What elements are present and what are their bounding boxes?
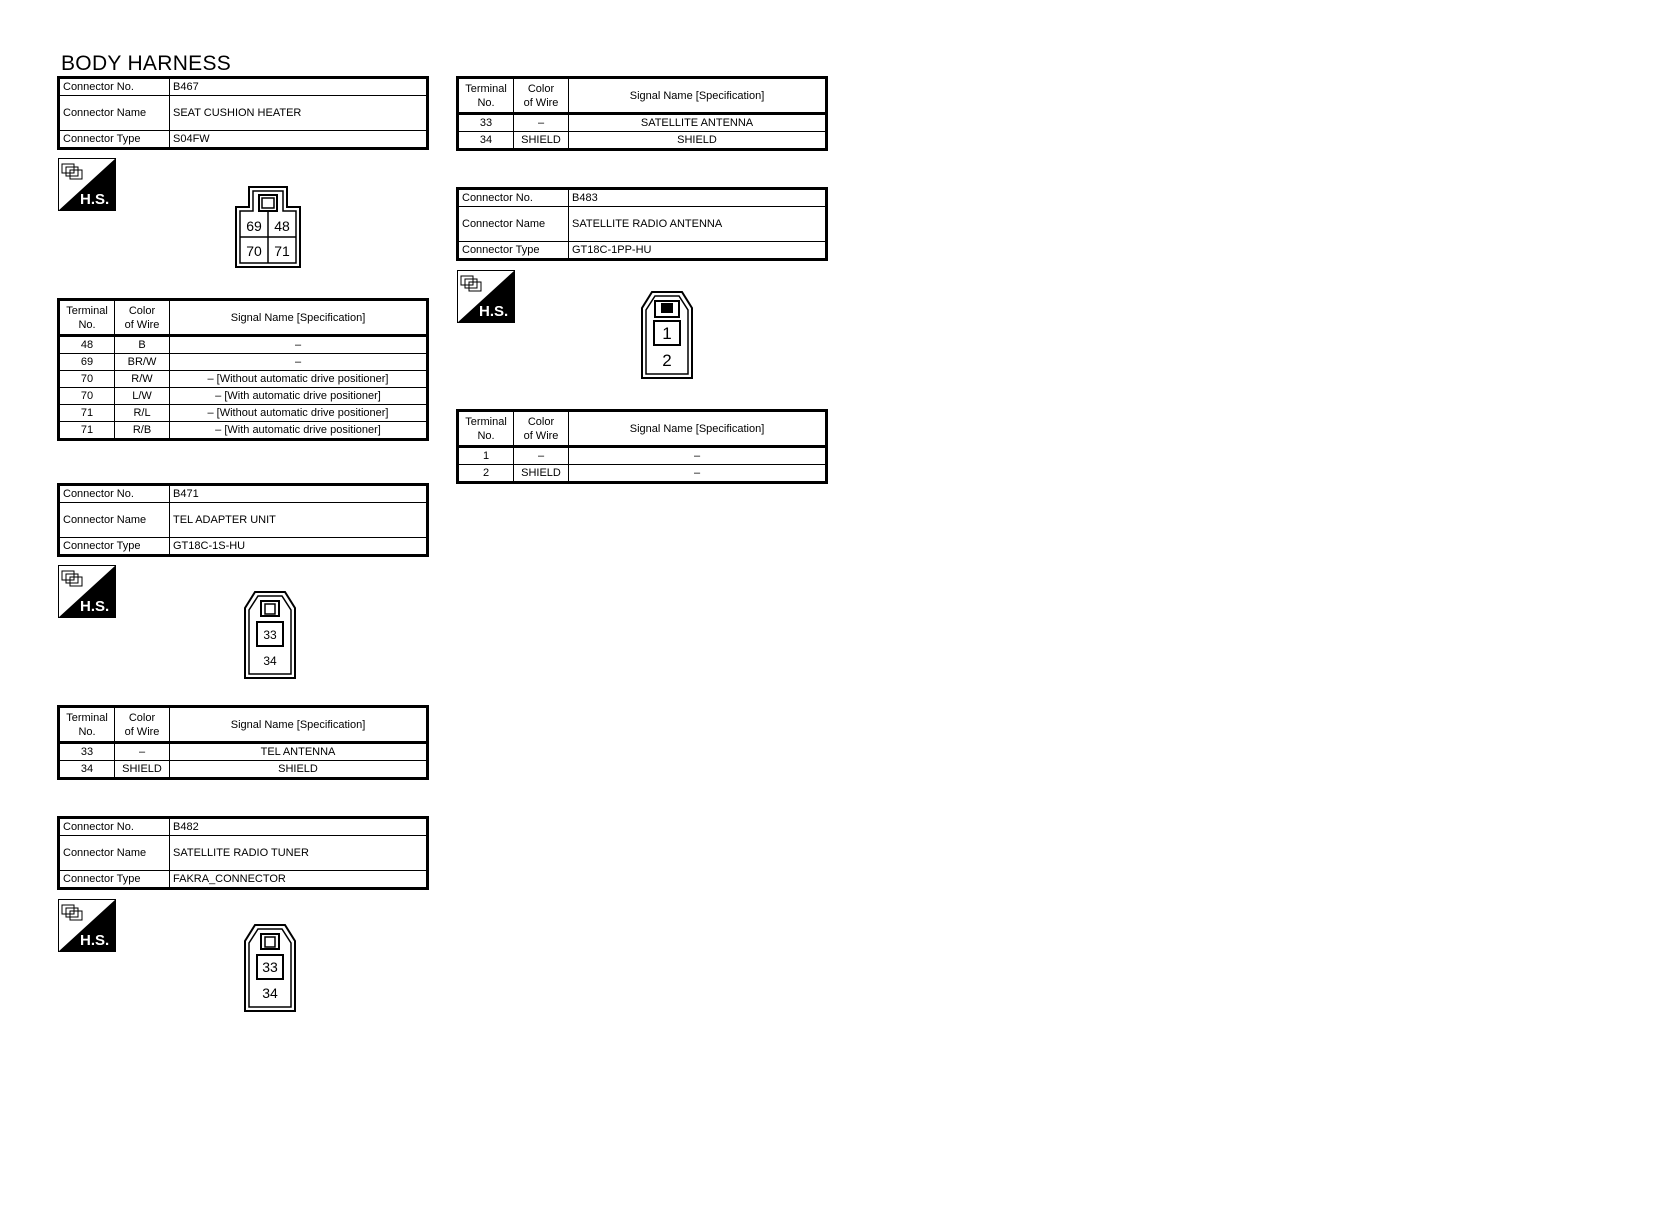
- connector-no-label: Connector No.: [59, 485, 170, 503]
- connector-type-value: FAKRA_CONNECTOR: [170, 871, 428, 889]
- connector-name-label: Connector Name: [458, 207, 569, 242]
- pin-label: 70: [246, 243, 262, 259]
- harness-side-icon: [58, 158, 116, 211]
- connector-info-b482: [57, 816, 429, 890]
- svg-text:H.S.: H.S.: [80, 932, 110, 949]
- table-row: 71 R/B – [With automatic drive positioner]: [59, 422, 428, 440]
- color-header: Color of Wire: [115, 300, 170, 336]
- pin-label: 69: [246, 218, 262, 234]
- connector-face-b467: [234, 185, 302, 269]
- connector-name-value: TEL ADAPTER UNIT: [170, 503, 428, 538]
- connector-no-value: B483: [569, 189, 827, 207]
- terminal-table-b467: [57, 298, 429, 441]
- svg-text:H.S.: H.S.: [80, 598, 110, 615]
- pin-label: 71: [274, 243, 290, 259]
- terminal-header: Terminal No.: [458, 411, 514, 447]
- page-title: BODY HARNESS: [61, 52, 232, 75]
- color-header: Color of Wire: [514, 78, 569, 114]
- connector-no-label: Connector No.: [59, 78, 170, 96]
- connector-type-label: Connector Type: [458, 242, 569, 260]
- table-row: 69 BR/W –: [59, 354, 428, 371]
- pin-label: 2: [662, 351, 672, 370]
- harness-side-icon: [58, 899, 116, 952]
- harness-side-icon: [457, 270, 515, 323]
- connector-type-label: Connector Type: [59, 871, 170, 889]
- connector-type-value: GT18C-1S-HU: [170, 538, 428, 556]
- connector-type-label: Connector Type: [59, 538, 170, 556]
- terminal-table-b482: [456, 76, 828, 151]
- connector-name-value: SATELLITE RADIO TUNER: [170, 836, 428, 871]
- connector-face-b482: [243, 923, 297, 1013]
- table-row: 48 B –: [59, 336, 428, 354]
- connector-info-b467: [57, 76, 429, 150]
- table-row: 70 L/W – [With automatic drive positioner]: [59, 388, 428, 405]
- table-row: 70 R/W – [Without automatic drive positioner]: [59, 371, 428, 388]
- terminal-table-b471: [57, 705, 429, 780]
- connector-no-value: B471: [170, 485, 428, 503]
- connector-no-label: Connector No.: [458, 189, 569, 207]
- connector-info-b471: [57, 483, 429, 557]
- pin-label: 33: [263, 628, 277, 642]
- table-row: 2 SHIELD –: [458, 465, 827, 483]
- signal-header: Signal Name [Specification]: [170, 707, 428, 743]
- table-row: 71 R/L – [Without automatic drive positioner]: [59, 405, 428, 422]
- table-row: 33 – SATELLITE ANTENNA: [458, 114, 827, 132]
- pin-label: 1: [662, 324, 672, 343]
- connector-no-label: Connector No.: [59, 818, 170, 836]
- signal-header: Signal Name [Specification]: [569, 411, 827, 447]
- table-row: 34 SHIELD SHIELD: [59, 761, 428, 779]
- connector-name-label: Connector Name: [59, 503, 170, 538]
- pin-label: 48: [274, 218, 290, 234]
- pin-label: 34: [262, 985, 278, 1001]
- pin-label: 33: [262, 959, 278, 975]
- connector-face-b471: [243, 590, 297, 680]
- connector-type-value: S04FW: [170, 131, 428, 149]
- table-row: 1 – –: [458, 447, 827, 465]
- connector-name-label: Connector Name: [59, 836, 170, 871]
- connector-info-b483: [456, 187, 828, 261]
- terminal-header: Terminal No.: [458, 78, 514, 114]
- terminal-header: Terminal No.: [59, 300, 115, 336]
- svg-text:H.S.: H.S.: [479, 303, 509, 320]
- connector-type-label: Connector Type: [59, 131, 170, 149]
- signal-header: Signal Name [Specification]: [569, 78, 827, 114]
- terminal-table-b483: [456, 409, 828, 484]
- connector-name-label: Connector Name: [59, 96, 170, 131]
- table-row: 34 SHIELD SHIELD: [458, 132, 827, 150]
- signal-header: Signal Name [Specification]: [170, 300, 428, 336]
- pin-label: 34: [263, 654, 277, 668]
- color-header: Color of Wire: [514, 411, 569, 447]
- connector-name-value: SEAT CUSHION HEATER: [170, 96, 428, 131]
- color-header: Color of Wire: [115, 707, 170, 743]
- connector-type-value: GT18C-1PP-HU: [569, 242, 827, 260]
- connector-no-value: B482: [170, 818, 428, 836]
- harness-side-icon: [58, 565, 116, 618]
- svg-text:H.S.: H.S.: [80, 191, 110, 208]
- connector-face-b483: [640, 290, 694, 380]
- terminal-header: Terminal No.: [59, 707, 115, 743]
- connector-no-value: B467: [170, 78, 428, 96]
- connector-name-value: SATELLITE RADIO ANTENNA: [569, 207, 827, 242]
- table-row: 33 – TEL ANTENNA: [59, 743, 428, 761]
